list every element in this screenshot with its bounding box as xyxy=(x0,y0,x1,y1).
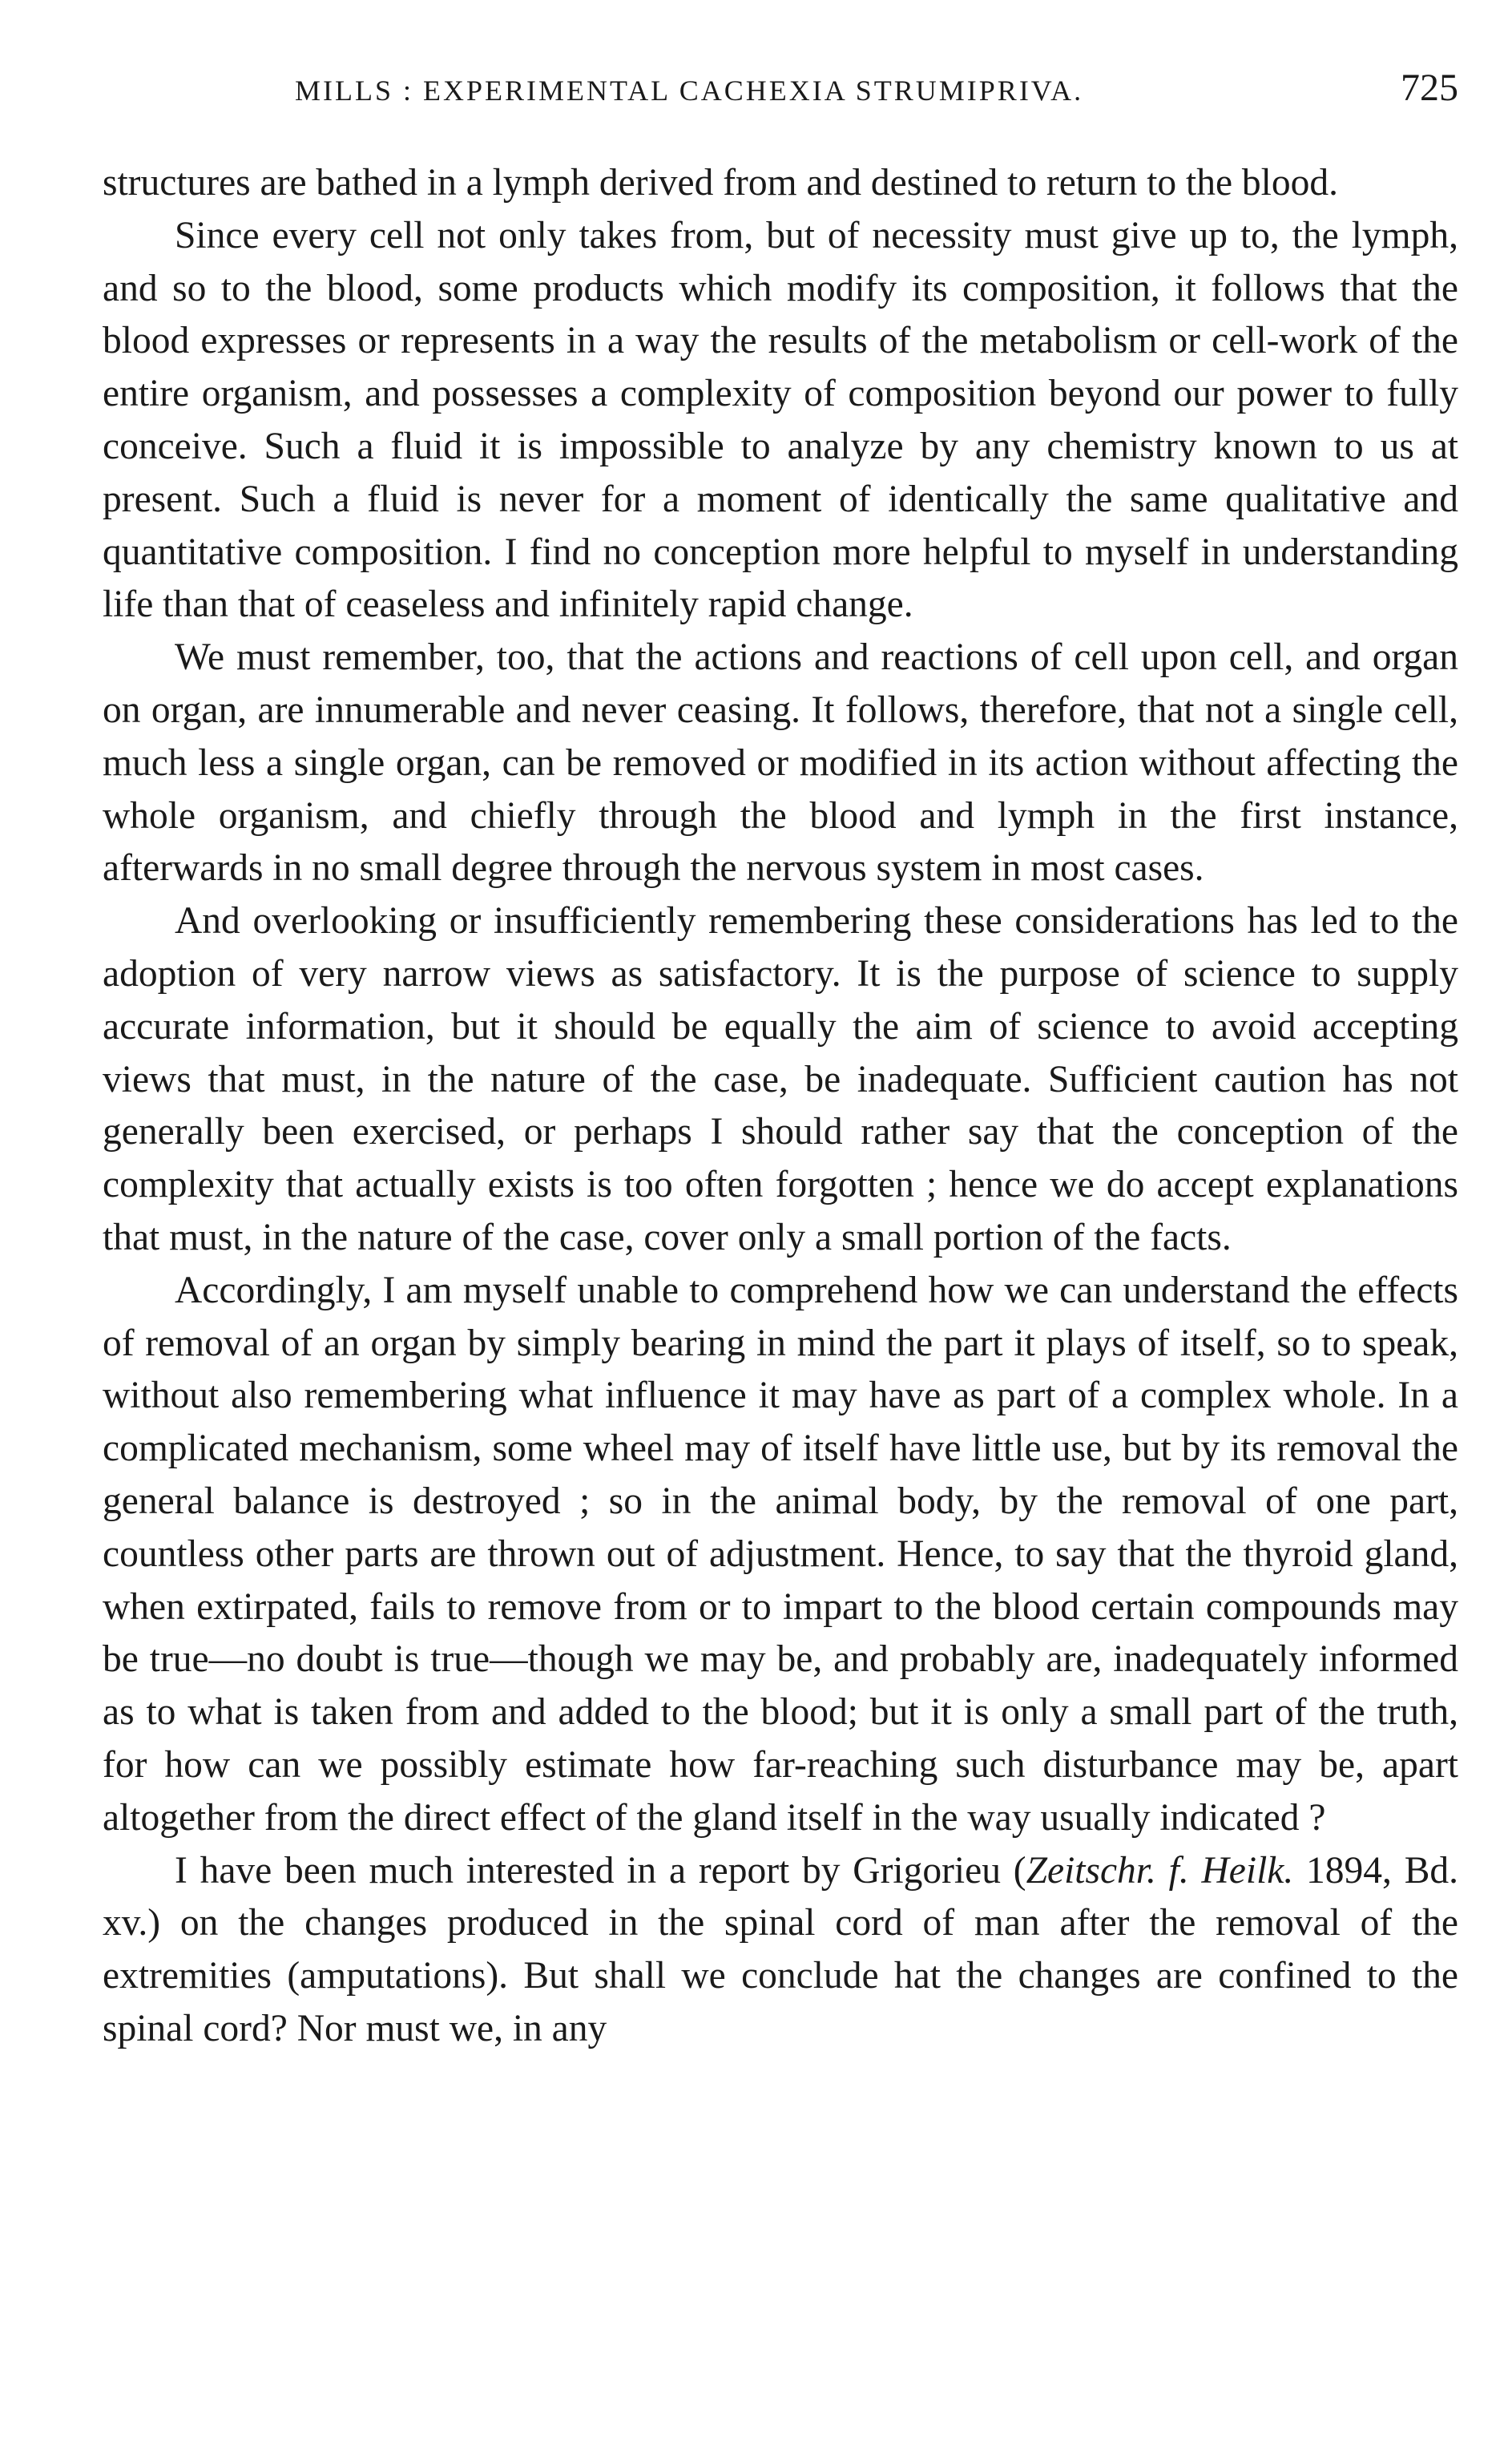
paragraph-4: And overlooking or insufficiently remembering these considerations has led to the adoption of very narrow views as satisfactory. It is the purpose of science to supply accurate information, but it should be equally the aim of science to avoid accepting views that must, in the nature of the case, be inadequate. Sufficient caution has not generally been exercised, or perhaps I should rather say that the conception of the complexity that actually exists is too often forgotten ; hence we do accept explanations that must, in the nature of the case, cover only a small portion of the facts. xyxy=(103,900,1458,1258)
running-title: MILLS : EXPERIMENTAL CACHEXIA STRUMIPRIVA. xyxy=(295,75,1084,107)
journal-citation: Zeitschr. f. Heilk. xyxy=(1026,1849,1294,1892)
article-body xyxy=(103,157,1458,2056)
paragraph-2: Since every cell not only takes from, but of necessity must give up to, the lymph, and so to the blood, some products which modify its composition, it follows that the blood expresses or represents in a way the results of the metabolism or cell-work of the entire organism, and possesses a complexity of composition beyond our power to fully conceive. Such a fluid it is impossible to analyze by any chemistry known to us at present. Such a fluid is never for a moment of identically the same qualitative and quantitative composition. I find no conception more helpful to myself in understanding life than that of ceaseless and infinitely rapid change. xyxy=(103,214,1458,626)
paragraph-6-text-a: I have been much interested in a report by Grigorieu ( xyxy=(175,1849,1026,1892)
paragraph-6-text-b: 1894, Bd. xv.) on the changes produced in the spinal cord of man after the removal of the extremities (amputations). But shall we conclude hat the changes are confined to the spinal cord? Nor must we, in any xyxy=(103,1849,1458,2049)
paragraph-5: Accordingly, I am myself unable to comprehend how we can understand the effects of removal of an organ by simply bearing in mind the part it plays of itself, so to speak, without also remembering what influence it may have as part of a complex whole. In a complicated mechanism, some wheel may of itself have little use, but by its removal the general balance is destroyed ; so in the animal body, by the removal of one part, countless other parts are thrown out of adjustment. Hence, to say that the thyroid gland, when extirpated, fails to remove from or to impart to the blood certain compounds may be true—no doubt is true—though we may be, and probably are, inadequately informed as to what is taken from and added to the blood; but it is only a small part of the truth, for how can we possibly estimate how far-reaching such disturbance may be, apart altogether from the direct effect of the gland itself in the way usually indicated ? xyxy=(103,1269,1458,1839)
page-number: 725 xyxy=(1401,67,1458,109)
running-head xyxy=(120,63,1458,119)
paragraph-3: We must remember, too, that the actions and reactions of cell upon cell, and organ on organ, are innumerable and never ceasing. It follows, therefore, that not a single cell, much less a single organ, can be removed or modified in its action without affecting the whole organism, and chiefly through the blood and lymph in the first instance, afterwards in no small degree through the nervous system in most cases. xyxy=(103,636,1458,890)
paragraph-1: structures are bathed in a lymph derived from and destined to return to the blood. xyxy=(103,162,1338,204)
paragraph-6 xyxy=(103,1845,1458,2056)
